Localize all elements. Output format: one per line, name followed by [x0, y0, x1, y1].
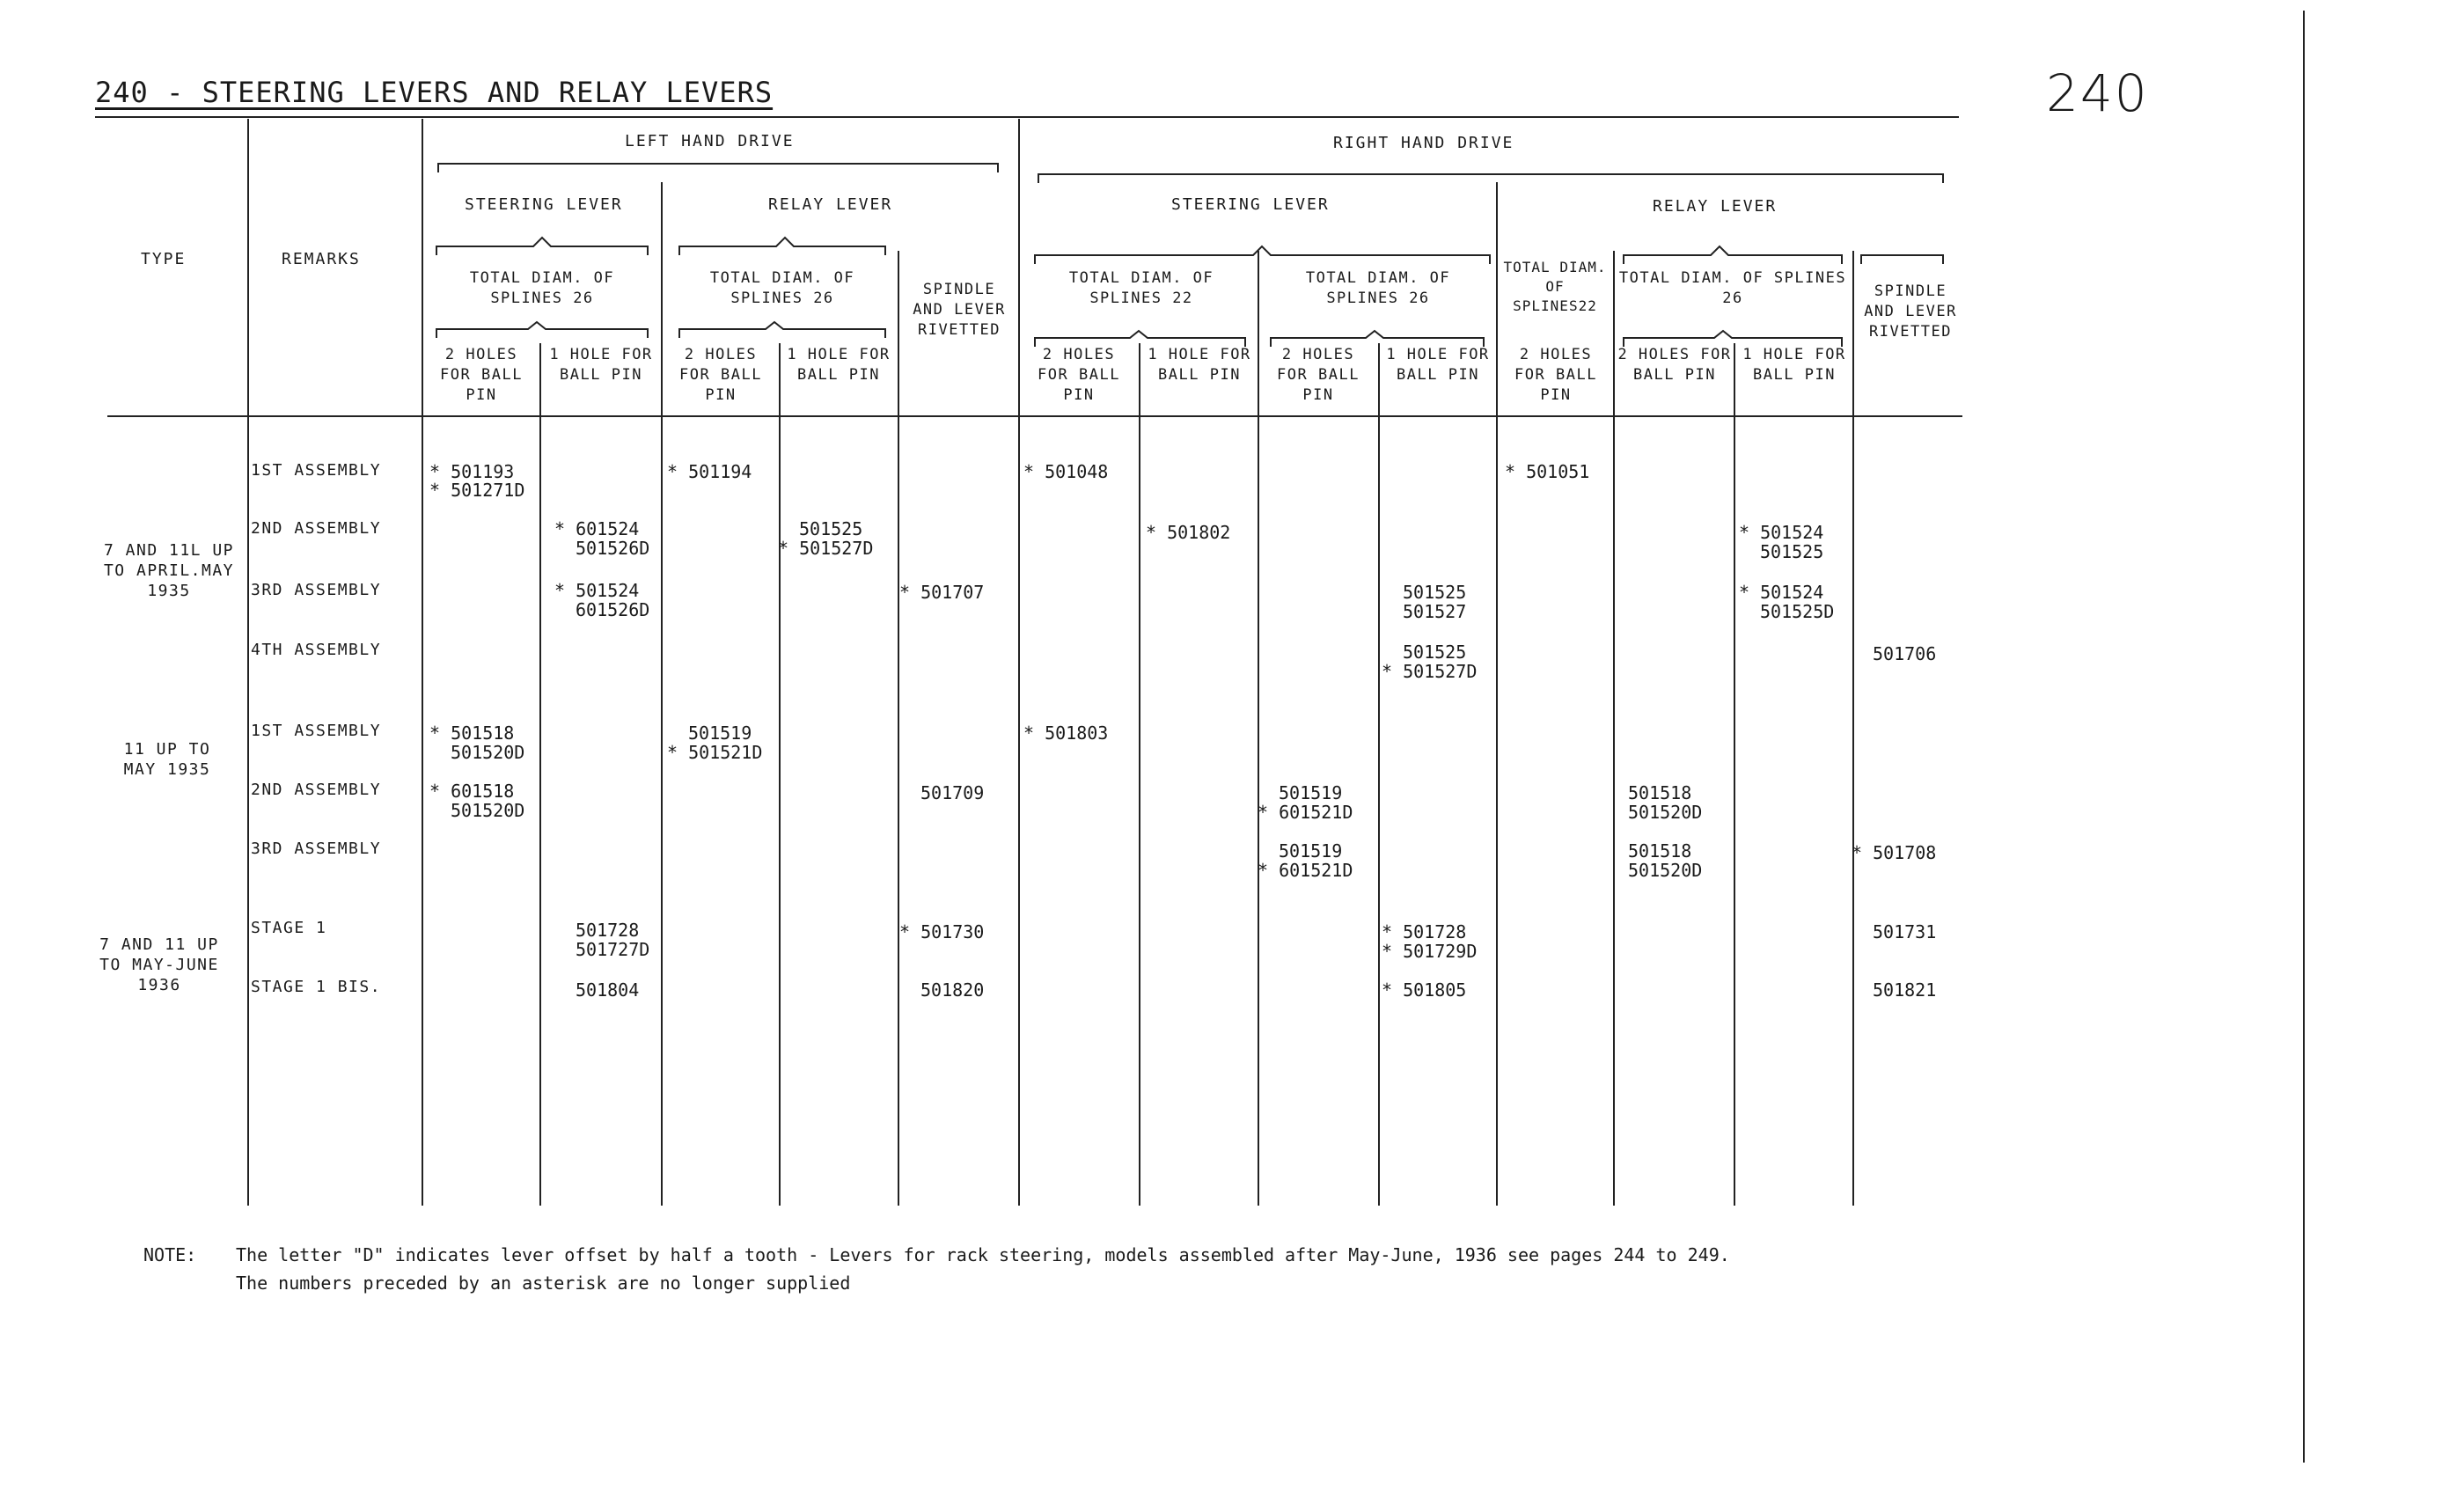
type-header: TYPE: [141, 250, 187, 268]
part-number: * 501271D: [429, 480, 525, 501]
part-number: 501520D: [451, 800, 525, 821]
handwritten-page-number: 240: [2046, 63, 2149, 123]
part-number: * 501730: [899, 921, 985, 942]
lhd-relay-spline-label: TOTAL DIAM. OF SPLINES 26: [709, 269, 855, 307]
rhd-relay-spline26-label: TOTAL DIAM. OF SPLINES 26: [1618, 269, 1847, 307]
lhd-steering-lever-header: STEERING LEVER: [465, 195, 623, 214]
part-number: 501525: [799, 518, 863, 539]
part-number: * 501707: [899, 582, 985, 603]
part-number: 501520D: [1628, 860, 1703, 881]
part-number: * 501524: [1739, 582, 1824, 603]
part-number: 501519: [1279, 840, 1343, 862]
part-number: 501731: [1873, 921, 1937, 942]
note-label: NOTE:: [143, 1244, 197, 1265]
part-number: 501518: [1628, 782, 1692, 803]
part-number: * 501524: [554, 580, 640, 601]
hole-label-c9: 1 HOLE FOR BALL PIN: [1386, 346, 1490, 384]
part-number: 501520D: [451, 742, 525, 763]
part-number: * 501051: [1505, 461, 1590, 482]
part-number: 501526D: [576, 538, 650, 559]
hole-label-c4: 1 HOLE FOR BALL PIN: [787, 346, 891, 384]
part-number: 501821: [1873, 979, 1937, 1001]
part-number: 501728: [576, 920, 640, 941]
rhd-steer-spline26-label: TOTAL DIAM. OF SPLINES 26: [1305, 269, 1451, 307]
part-number: 501706: [1873, 643, 1937, 664]
remark-row-4: 4TH ASSEMBLY: [251, 641, 382, 659]
part-number: 501520D: [1628, 802, 1703, 823]
part-number: * 501194: [667, 461, 752, 482]
page-title: 240 - STEERING LEVERS AND RELAY LEVERS: [95, 76, 774, 109]
left-hand-drive-header: LEFT HAND DRIVE: [625, 132, 795, 150]
hole-label-c3: 2 HOLES FOR BALL PIN: [679, 346, 762, 404]
part-number: * 501527D: [778, 538, 874, 559]
part-number: 501820: [920, 979, 985, 1001]
remark-row-9: STAGE 1 BIS.: [251, 978, 382, 996]
rhd-steer-spline22-label: TOTAL DIAM. OF SPLINES 22: [1068, 269, 1214, 307]
rhd-spindle-label: SPINDLE AND LEVER RIVETTED: [1864, 282, 1957, 341]
part-number: * 501729D: [1382, 941, 1478, 962]
part-number: 501525: [1403, 642, 1467, 663]
type-label-1: 7 AND 11L UP TO APRIL.MAY 1935: [103, 541, 235, 600]
rhd-relay-spline22-label: TOTAL DIAM. OF SPLINES22: [1503, 259, 1607, 314]
lhd-spindle-label: SPINDLE AND LEVER RIVETTED: [913, 281, 1006, 339]
part-number: * 601521D: [1258, 860, 1353, 881]
hole-label-c12: 1 HOLE FOR BALL PIN: [1742, 346, 1846, 384]
part-number: * 501708: [1852, 842, 1937, 863]
hole-label-c2: 1 HOLE FOR BALL PIN: [549, 346, 653, 384]
part-number: * 501728: [1382, 921, 1467, 942]
hole-label-c10: 2 HOLES FOR BALL PIN: [1514, 346, 1597, 404]
hole-label-c7: 1 HOLE FOR BALL PIN: [1148, 346, 1251, 384]
note-line-2: The numbers preceded by an asterisk are no longer supplied: [236, 1272, 851, 1294]
part-number: * 501521D: [667, 742, 763, 763]
hole-label-c1: 2 HOLES FOR BALL PIN: [440, 346, 523, 404]
part-number: * 601524: [554, 518, 640, 539]
hole-label-c11: 2 HOLES FOR BALL PIN: [1617, 346, 1732, 384]
part-number: 501525: [1760, 541, 1824, 562]
note-line-1: The letter "D" indicates lever offset by half a tooth - Levers for rack steering, models assembled after May-June, 1936 see pages 244 to 249.: [236, 1244, 1730, 1265]
part-number: 501527: [1403, 601, 1467, 622]
rhd-steering-lever-header: STEERING LEVER: [1171, 195, 1330, 214]
part-number: 501525: [1403, 582, 1467, 603]
part-number: 501525D: [1760, 601, 1835, 622]
remark-row-8: STAGE 1: [251, 919, 327, 937]
part-number: * 501805: [1382, 979, 1467, 1001]
part-number: * 501527D: [1382, 661, 1478, 682]
lhd-steer-spline-label: TOTAL DIAM. OF SPLINES 26: [469, 269, 615, 307]
part-number: 501519: [1279, 782, 1343, 803]
part-number: 501727D: [576, 939, 650, 960]
part-number: * 501524: [1739, 522, 1824, 543]
hole-label-c6: 2 HOLES FOR BALL PIN: [1038, 346, 1120, 404]
type-label-2: 11 UP TO MAY 1935: [123, 740, 211, 779]
part-number: * 501193: [429, 461, 515, 482]
part-number: * 501518: [429, 722, 515, 744]
remark-row-6: 2ND ASSEMBLY: [251, 781, 382, 799]
remark-row-2: 2ND ASSEMBLY: [251, 519, 382, 538]
remark-row-5: 1ST ASSEMBLY: [251, 722, 382, 740]
part-number: 501518: [1628, 840, 1692, 862]
part-number: * 501802: [1146, 522, 1231, 543]
part-number: 501709: [920, 782, 985, 803]
remarks-header: REMARKS: [282, 250, 361, 268]
type-label-3: 7 AND 11 UP TO MAY-JUNE 1936: [99, 935, 219, 994]
part-number: * 601518: [429, 781, 515, 802]
remark-row-3: 3RD ASSEMBLY: [251, 581, 382, 599]
remark-row-1: 1ST ASSEMBLY: [251, 461, 382, 480]
remark-row-7: 3RD ASSEMBLY: [251, 840, 382, 858]
hole-label-c8: 2 HOLES FOR BALL PIN: [1277, 346, 1360, 404]
part-number: 601526D: [576, 599, 650, 620]
part-number: 501519: [688, 722, 752, 744]
right-hand-drive-header: RIGHT HAND DRIVE: [1333, 134, 1514, 152]
part-number: * 501803: [1023, 722, 1109, 744]
rhd-relay-lever-header: RELAY LEVER: [1653, 197, 1778, 216]
lhd-relay-lever-header: RELAY LEVER: [768, 195, 893, 214]
part-number: * 501048: [1023, 461, 1109, 482]
part-number: * 601521D: [1258, 802, 1353, 823]
part-number: 501804: [576, 979, 640, 1001]
